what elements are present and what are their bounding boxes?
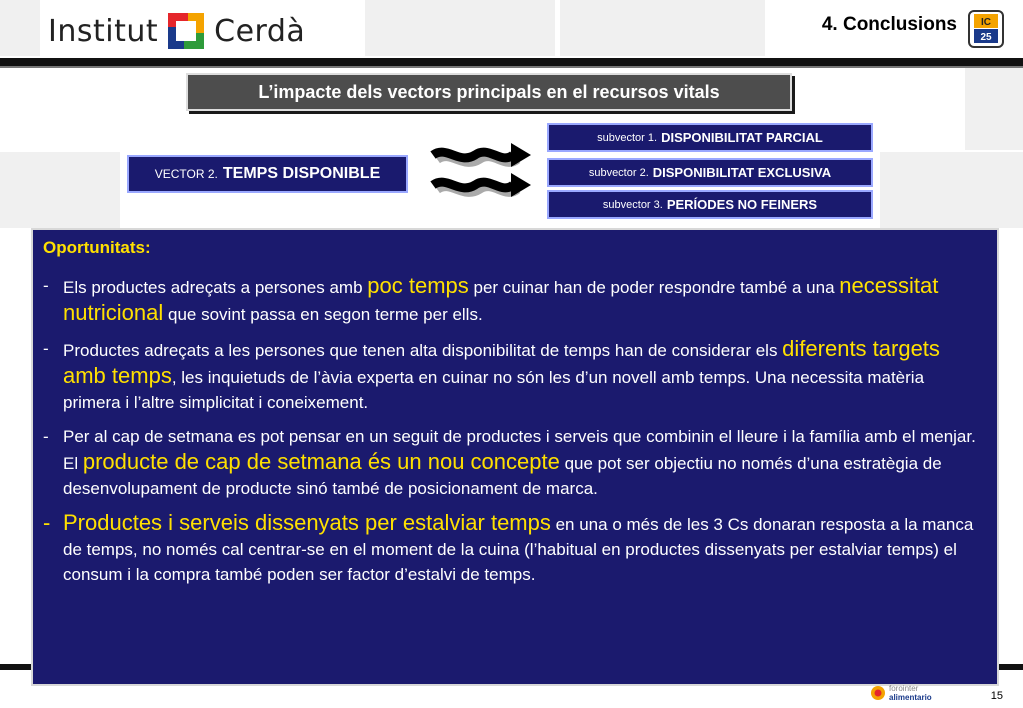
vector-box bbox=[127, 155, 408, 193]
slide-title: L’impacte dels vectors principals en el recursos vitals bbox=[186, 73, 792, 111]
opportunities-heading: Oportunitats: bbox=[43, 238, 151, 257]
logo-text-right: Cerdà bbox=[214, 13, 306, 49]
page-number: 15 bbox=[990, 690, 1003, 702]
vector-name: TEMPS DISPONIBLE bbox=[222, 165, 381, 182]
badge-text-top: IC bbox=[981, 17, 991, 28]
text-segment: que sovint passa en segon terme per ells. bbox=[163, 305, 483, 324]
forointer-alimentario-logo bbox=[868, 680, 948, 704]
bullet-dash: - bbox=[43, 510, 51, 535]
bullet-dash: - bbox=[43, 339, 49, 358]
background-tile bbox=[880, 152, 1023, 228]
background-tile bbox=[0, 0, 40, 56]
subvector-name: DISPONIBILITAT EXCLUSIVA bbox=[652, 165, 832, 180]
highlight-text: producte de cap de setmana és un nou concepte bbox=[82, 449, 560, 474]
opportunities-panel bbox=[31, 228, 999, 686]
list-item-text bbox=[63, 273, 983, 327]
subvector-prefix: subvector 2. bbox=[588, 166, 649, 179]
subvector-prefix: subvector 1. bbox=[597, 131, 658, 144]
text-segment: per cuinar han de poder respondre també a una bbox=[468, 278, 840, 297]
text-segment: que pot ser objectiu no només d’una estratègia de desenvolupament de producte sinó també de posicionament de marca. bbox=[63, 454, 942, 498]
list-item bbox=[43, 510, 983, 587]
subvector-name: DISPONIBILITAT PARCIAL bbox=[661, 130, 823, 145]
header-rule bbox=[0, 58, 1023, 66]
subvector-prefix: subvector 3. bbox=[602, 198, 663, 211]
vector-prefix: VECTOR 2. bbox=[154, 167, 218, 181]
logo-text-left: Institut bbox=[48, 13, 159, 49]
background-tile bbox=[560, 0, 765, 56]
text-segment: Els productes adreçats a persones amb bbox=[63, 278, 368, 297]
header-rule-thin bbox=[0, 66, 1023, 68]
ic25-badge-graphic bbox=[970, 12, 1002, 46]
foro-text-line2: alimentario bbox=[889, 693, 932, 702]
background-tile bbox=[965, 68, 1023, 150]
ic25-badge-icon bbox=[968, 10, 1004, 48]
section-title: 4. Conclusions bbox=[821, 14, 957, 35]
subvector-1-box bbox=[547, 123, 873, 152]
subvector-3-box bbox=[547, 190, 873, 219]
list-item-text bbox=[63, 336, 983, 415]
list-item bbox=[43, 424, 983, 501]
foro-text-line1: forointer bbox=[889, 684, 919, 693]
institut-cerda-logo bbox=[48, 8, 305, 54]
list-item bbox=[43, 273, 983, 327]
subvector-2-box bbox=[547, 158, 873, 187]
highlight-text: poc temps bbox=[367, 273, 469, 298]
background-tile bbox=[0, 152, 120, 228]
highlight-text: Productes i serveis dissenyats per estalviar temps bbox=[63, 510, 551, 535]
bullet-dash: - bbox=[43, 427, 49, 446]
text-segment: Per al cap de setmana es pot pensar en un seguit de productes i serveis que combinin el lleure i la família amb el menjar. El bbox=[63, 427, 976, 473]
list-item-text bbox=[63, 510, 983, 587]
bullet-dash: - bbox=[43, 276, 49, 295]
text-segment: Productes adreçats a les persones que tenen alta disponibilitat de temps han de considerar els bbox=[63, 341, 783, 360]
cerda-square-icon bbox=[166, 11, 206, 51]
highlight-text: diferents targets amb temps bbox=[63, 336, 940, 388]
text-segment: en una o més de les 3 Cs donaran resposta a la manca de temps, no només cal centrar-se en el moment de la cuina (l’habitual en productes dissenyats per estalviar temps) el consum i la compra també poden ser factor d’estalvi de temps. bbox=[63, 515, 974, 584]
background-tile bbox=[365, 0, 555, 56]
text-segment: , les inquietuds de l’àvia experta en cuinar no són les d’un novell amb temps. Una necessita matèria primera i l’altre simplicitat i coneixement. bbox=[63, 368, 925, 412]
wavy-arrows-icon bbox=[423, 133, 531, 213]
list-item bbox=[43, 336, 983, 415]
badge-text-bottom: 25 bbox=[980, 32, 992, 43]
subvector-name: PERÍODES NO FEINERS bbox=[666, 197, 818, 212]
list-item-text bbox=[63, 424, 983, 501]
highlight-text: necessitat nutricional bbox=[63, 273, 939, 325]
